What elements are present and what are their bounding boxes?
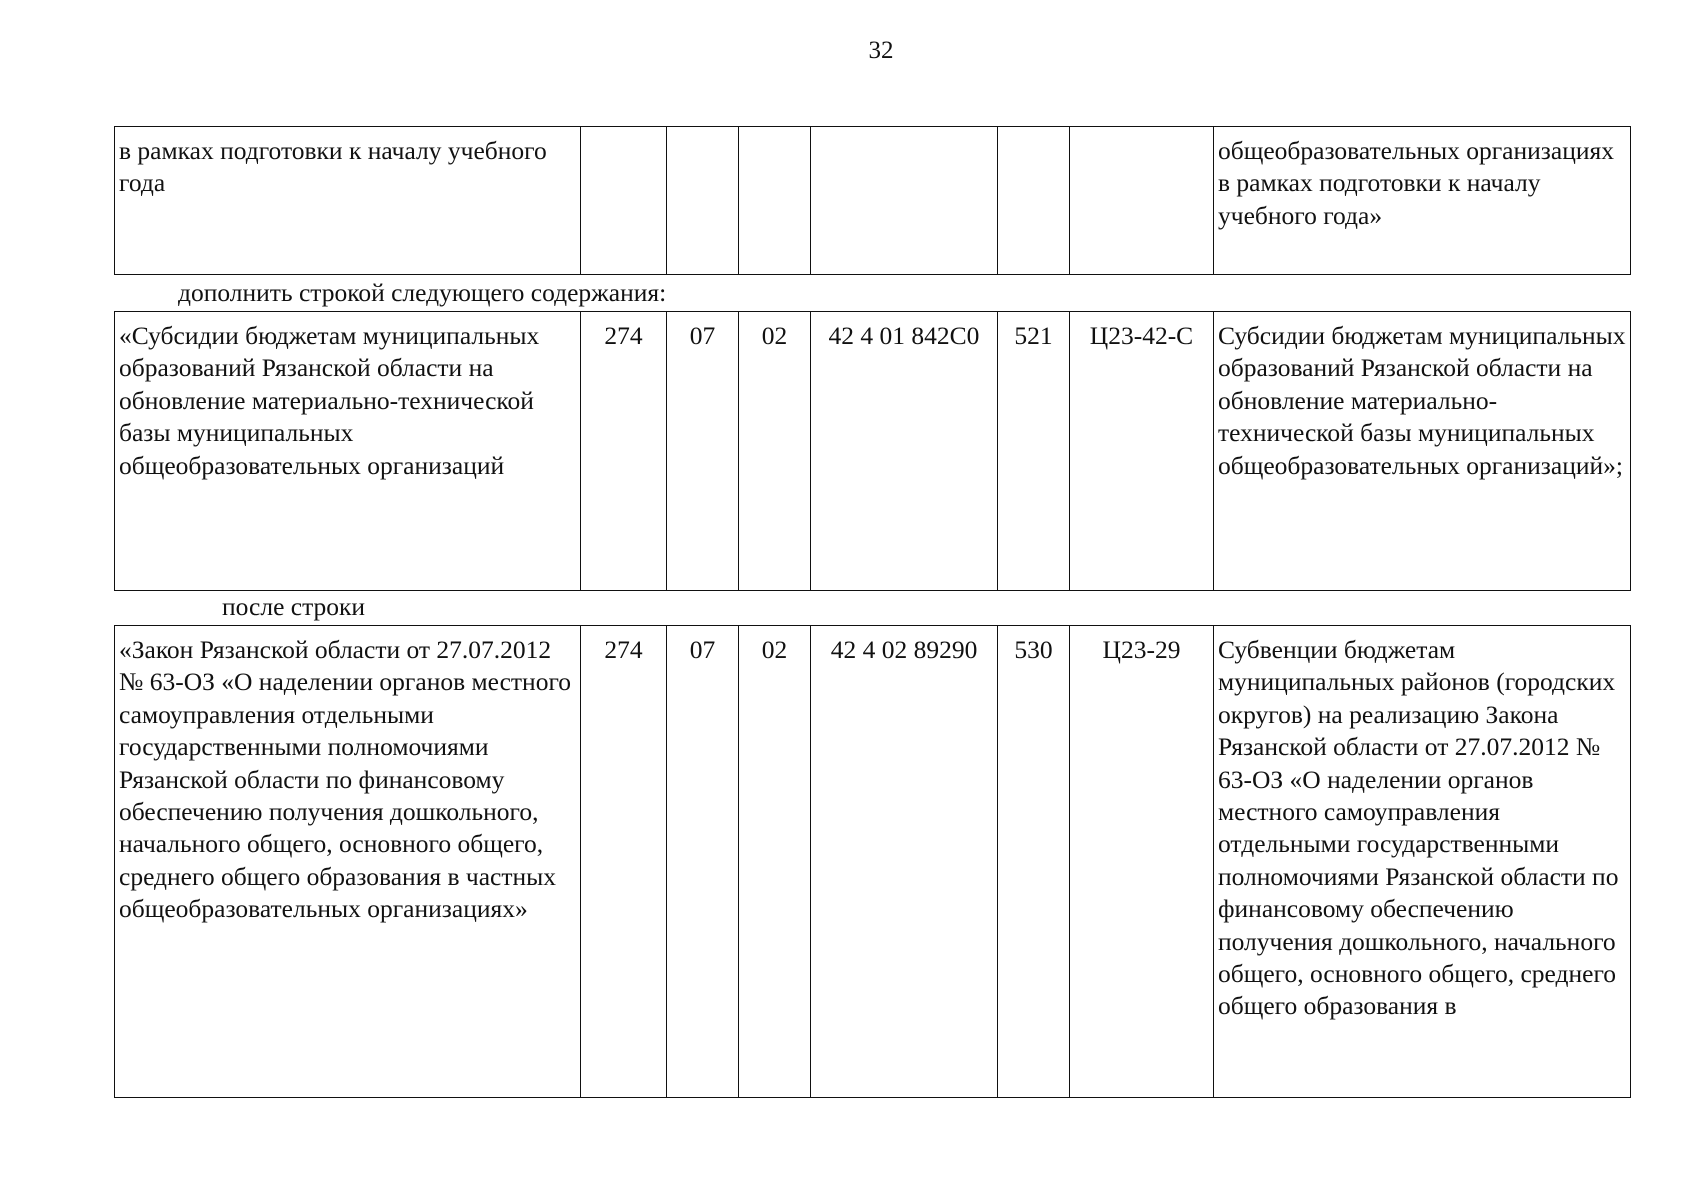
table-block-2 — [114, 311, 1631, 591]
row-description-cell: «Закон Рязанской области от 27.07.2012 № 63-ОЗ «О наделении органов местного самоуправления отдельными государственными полномочиями Рязанской области по финансовому обеспечению получения дошкольного, начального общего, основного общего, среднего общего образования в частных общеобразовательных организациях» — [115, 626, 581, 1098]
table-row — [115, 127, 1631, 275]
page-number: 32 — [868, 37, 894, 64]
cell-subsection — [739, 127, 811, 275]
cell-target-article: 42 4 02 89290 — [811, 626, 998, 1098]
cell-code — [581, 127, 667, 275]
instruction-text: после строки — [222, 592, 366, 621]
cell-purpose-code: Ц23-29 — [1070, 626, 1214, 1098]
table-block-1 — [114, 126, 1631, 275]
instruction-text: дополнить строкой следующего содержания: — [178, 278, 667, 307]
cell-section: 07 — [667, 312, 739, 591]
table-row — [115, 626, 1631, 1098]
cell-section — [667, 127, 739, 275]
cell-section: 07 — [667, 626, 739, 1098]
cell-target-article — [811, 127, 998, 275]
row-description-cell: в рамках подготовки к началу учебного года — [115, 127, 581, 275]
cell-expense-type: 530 — [998, 626, 1070, 1098]
cell-code: 274 — [581, 312, 667, 591]
cell-purpose-code: Ц23-42-С — [1070, 312, 1214, 591]
cell-purpose-code — [1070, 127, 1214, 275]
table-block-3 — [114, 625, 1631, 1098]
cell-expense-type: 521 — [998, 312, 1070, 591]
row-description-cell: «Субсидии бюджетам муниципальных образований Рязанской области на обновление материально-технической базы муниципальных общеобразовательных организаций — [115, 312, 581, 591]
row-purpose-cell: общеобразовательных организациях в рамках подготовки к началу учебного года» — [1214, 127, 1631, 275]
cell-subsection: 02 — [739, 312, 811, 591]
cell-expense-type — [998, 127, 1070, 275]
table-row — [115, 312, 1631, 591]
cell-target-article: 42 4 01 842C0 — [811, 312, 998, 591]
row-purpose-cell: Субвенции бюджетам муниципальных районов (городских округов) на реализацию Закона Рязанской области от 27.07.2012 № 63-ОЗ «О наделении органов местного самоуправления отдельными государственными полномочиями Рязанской области по финансовому обеспечению получения дошкольного, начального общего, основного общего, среднего общего образования в — [1214, 626, 1631, 1098]
cell-subsection: 02 — [739, 626, 811, 1098]
row-purpose-cell: Субсидии бюджетам муниципальных образований Рязанской области на обновление материально-технической базы муниципальных общеобразовательных организаций»; — [1214, 312, 1631, 591]
cell-code: 274 — [581, 626, 667, 1098]
